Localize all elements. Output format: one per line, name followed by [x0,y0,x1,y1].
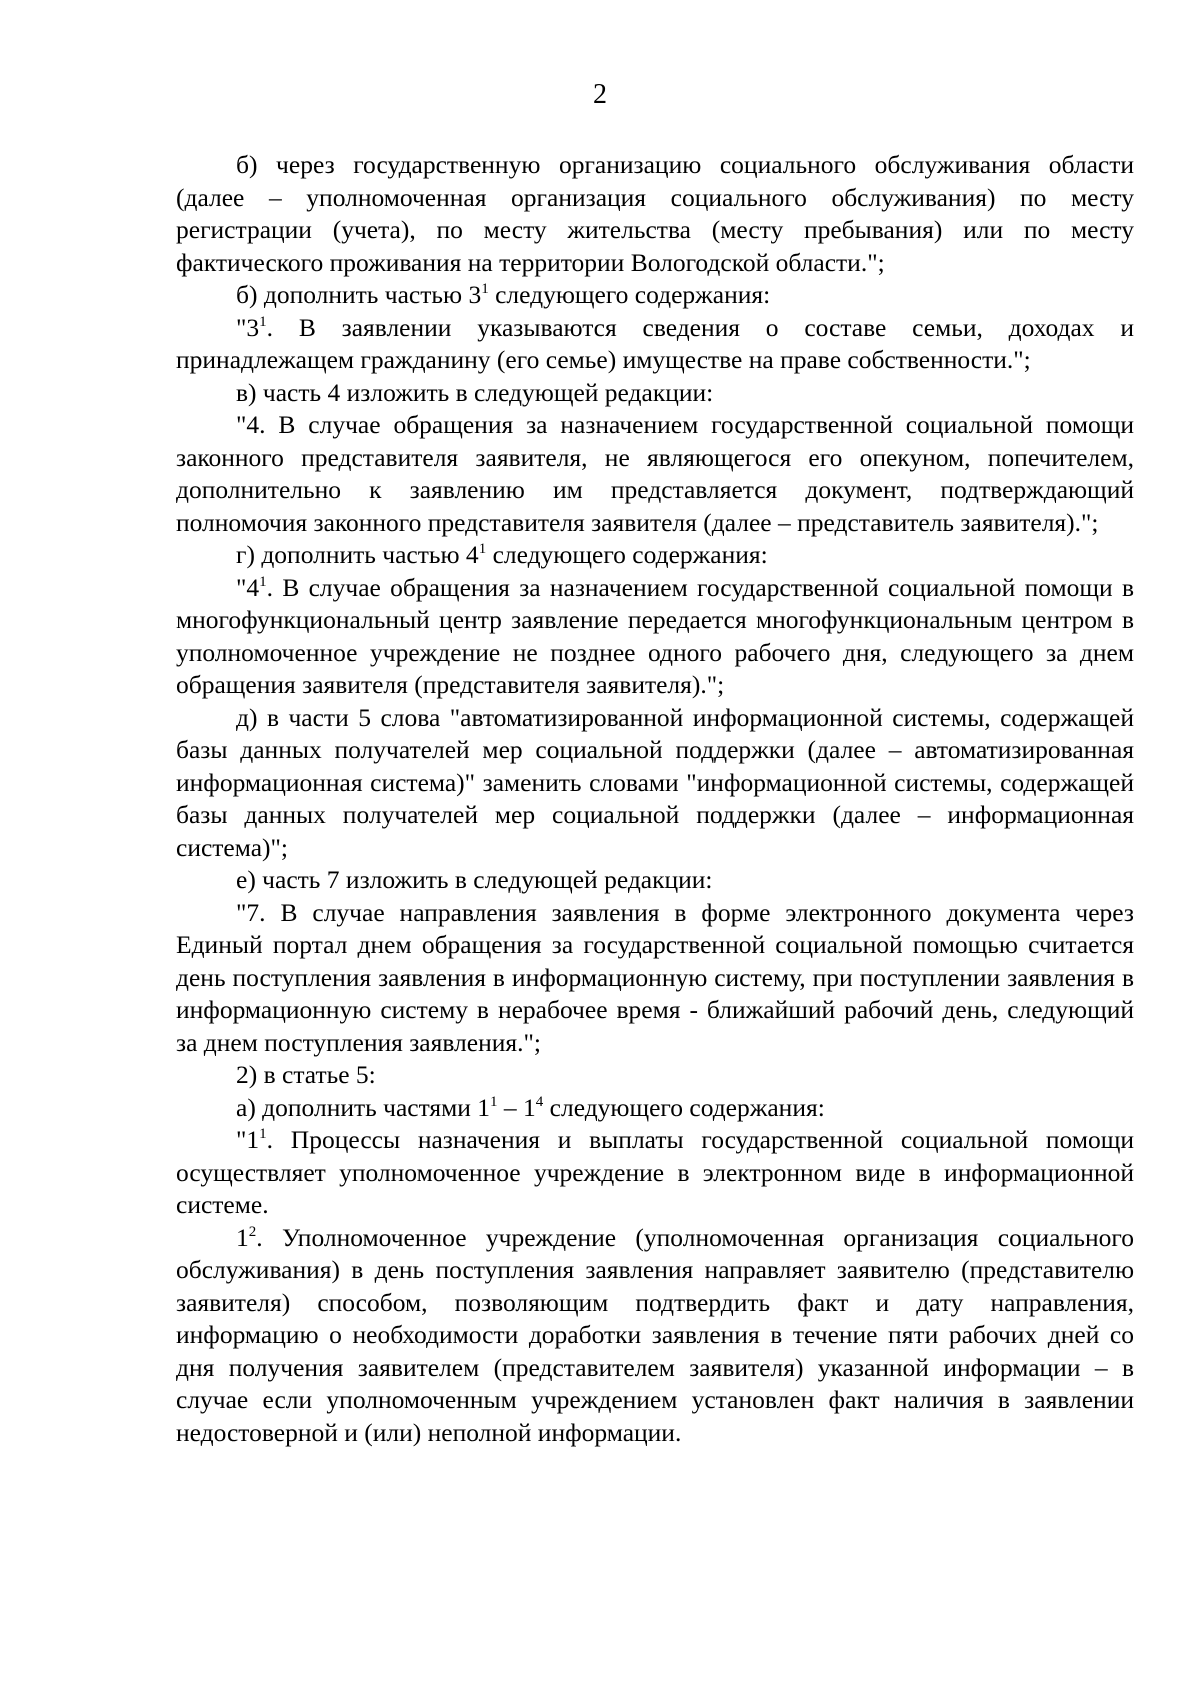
paragraph-part-5-replace: д) в части 5 слова "автоматизированной информационной системы, содержащей базы данных получателей мер социальной поддержки (далее – автоматизированная информационная система)" заменить словами "информационной системы, содержащей базы данных получателей мер социальной поддержки (далее – информационная система)"; [176,702,1134,862]
superscript: 1 [259,313,267,330]
text-run: . В заявлении указываются сведения о составе семьи, доходах и принадлежащем гражданину (его семье) имуществе на праве собственности."; [176,312,1134,374]
text-run: б) дополнить частью 3 [236,280,482,309]
paragraph-part-4-edit: в) часть 4 изложить в следующей редакции: [236,377,714,407]
paragraph-article-5: 2) в статье 5: [236,1060,376,1089]
text-run: "1 [236,1125,260,1154]
text-run: г) дополнить частью 4 [236,540,479,569]
superscript: 1 [259,1126,267,1142]
paragraph-part-4-1-text [176,572,1134,702]
superscript: 1 [478,541,487,557]
text-run: – 1 [497,1092,536,1122]
text-run: следующего содержания: [543,1092,825,1122]
superscript: 2 [248,1223,257,1240]
paragraph-add-part-4-1 [176,539,1134,572]
superscript: 1 [481,281,489,297]
text-run: 1 [236,1222,249,1252]
text-run: следующего содержания: [486,540,768,569]
superscript: 1 [259,573,267,590]
text-run: . Уполномоченное учреждение (уполномоченная организация социального обслуживания) в день поступления заявления направляет заявителю (представителю заявителя) способом, позволяющим подтвердить факт и дату направления, информацию о необходимости доработки заявления в течение пяти рабочих дней со дня получения заявителем (представителем заявителя) указанной информации – в случае если уполномоченным учреждением установлен факт наличия в заявлении недостоверной и (или) неполной информации. [176,1222,1134,1447]
text-run: следующего содержания: [488,280,771,309]
document-body [176,149,1134,1449]
superscript: 1 [490,1093,498,1110]
paragraph-part-7-text: "7. В случае направления заявления в форме электронного документа через Единый портал днем обращения за государственной социальной помощью считается день поступления заявления в информационную систему, при поступлении заявления в информационную систему в нерабочее время - ближайший рабочий день, следующий за днем поступления заявления."; [176,897,1134,1057]
text-run: "3 [236,312,260,342]
superscript: 4 [535,1093,544,1110]
paragraph-part-1-2-text [176,1222,1134,1450]
paragraph-add-part-3-1 [176,279,1134,312]
paragraph-part-7-edit: е) часть 7 изложить в следующей редакции: [236,865,713,894]
text-run: . В случае обращения за назначением государственной социальной помощи в многофункциональный центр заявление передается многофункциональным центром в уполномоченное учреждение не позднее одного рабочего дня, следующего за днем обращения заявителя (представителя заявителя)."; [176,572,1134,699]
text-run: . Процессы назначения и выплаты государственной социальной помощи осуществляет уполномоченное учреждение в электронном виде в информационной системе. [176,1125,1134,1219]
page-number: 2 [593,79,607,110]
paragraph-part-1-1-text [176,1124,1134,1222]
paragraph-add-parts-1-1-1-4 [176,1092,1134,1125]
paragraph-part-3-1-text [176,312,1134,377]
text-run: "4 [236,572,260,602]
paragraph-item-b-organization: б) через государственную организацию социального обслуживания области (далее – уполномоченная организация социального обслуживания) по месту регистрации (учета), по месту жительства (месту пребывания) или по месту фактического проживания на территории Вологодской области."; [176,150,1134,277]
paragraph-part-4-text: "4. В случае обращения за назначением государственной социальной помощи законного представителя заявителя, не являющегося его опекуном, попечителем, дополнительно к заявлению им представляется документ, подтверждающий полномочия законного представителя заявителя (далее – представитель заявителя)."; [176,410,1134,537]
text-run: а) дополнить частями 1 [236,1092,491,1122]
